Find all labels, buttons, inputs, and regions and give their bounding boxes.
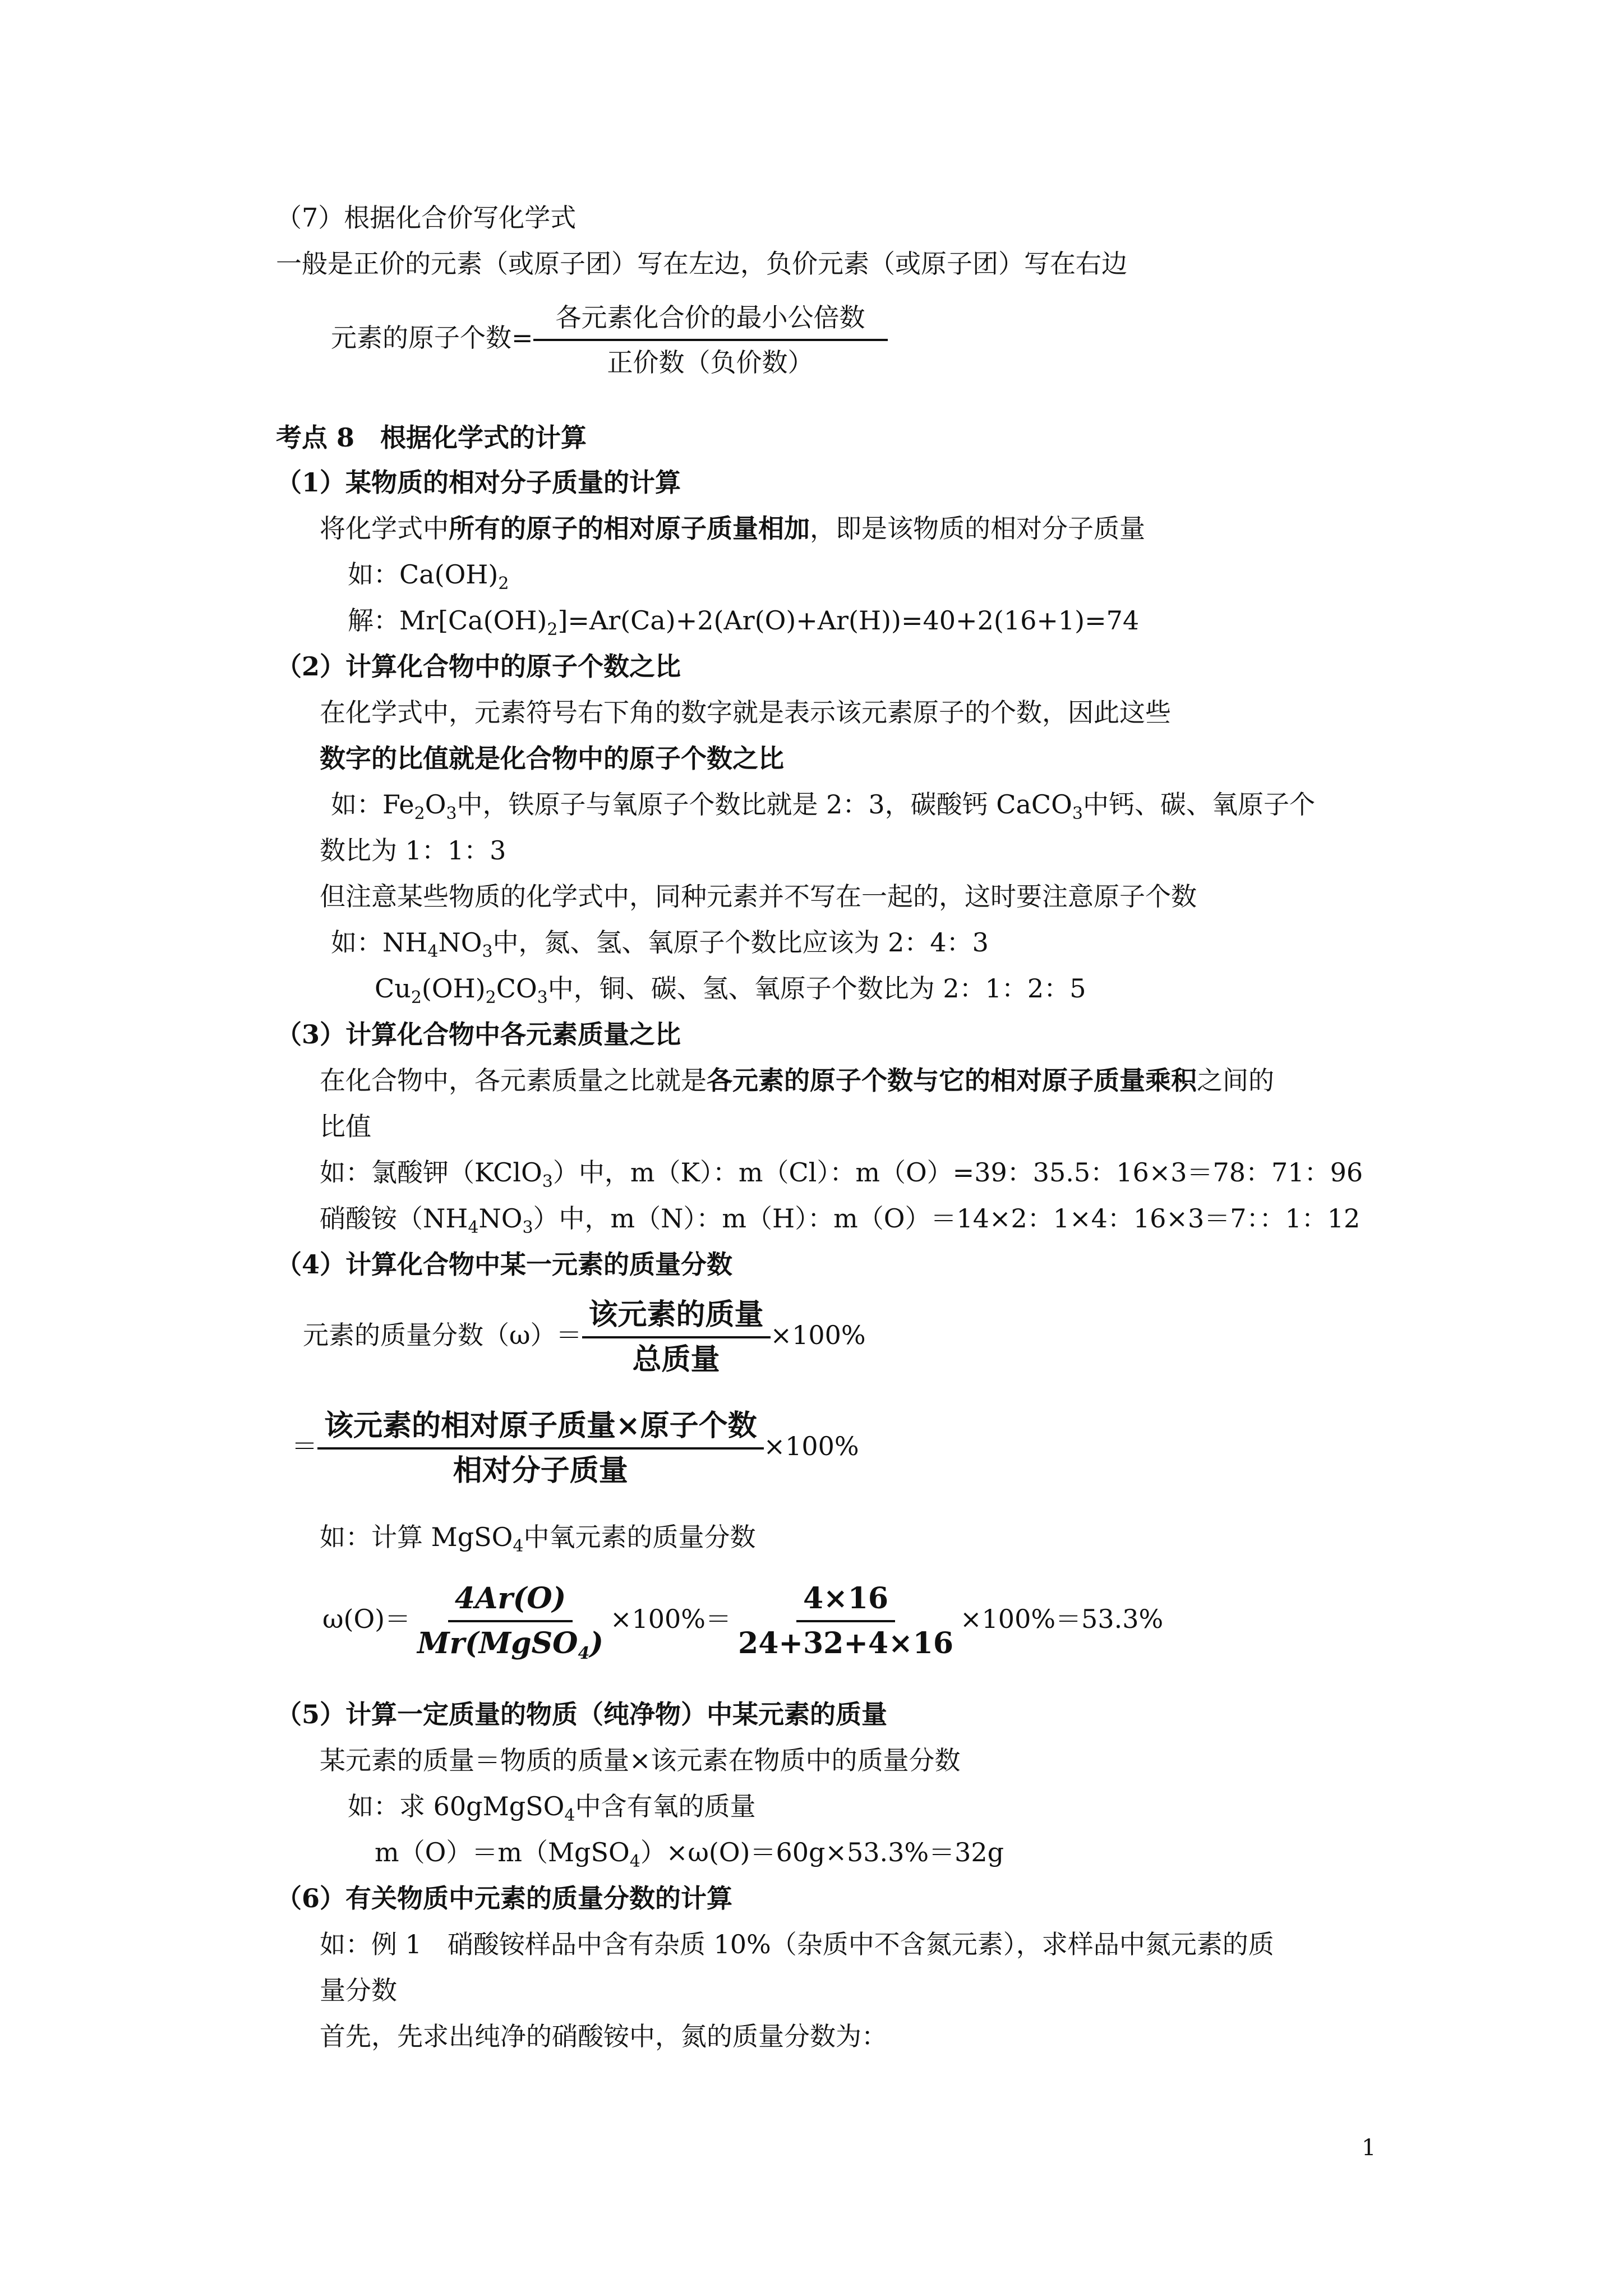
formula-mass-fraction-expanded: ＝ $\frac{\text{该元素的相对原子质量×原子个数}}{\text{相对分子质量}}$ ×100% — [292, 1409, 859, 1488]
formula-mass-fraction: 元素的质量分数（ω）＝ $\frac{\text{该元素的质量}}{\text{总质量}}$ ×100% — [303, 1297, 866, 1377]
paragraph: 如：例 1 硝酸铵样品中含有杂质 10%（杂质中不含氮元素），求样品中氮元素的质 — [320, 1929, 1274, 1959]
example-line: 硝酸铵$(NH_4NO_3)$中，m（N）：m（H）：m（O）＝14×2：1×4：16×3＝7：：1：12 — [320, 1203, 1361, 1237]
example-line: 如：氯酸钾（KClO$_3$）中，m（K）：m（Cl）：m（O）=39：35.5：16×3＝78：71：96 — [320, 1157, 1363, 1191]
paragraph: 量分数 — [320, 1975, 397, 2005]
example-line: 如：$NH_4NO_3$中，氮、氢、氧原子个数比应该为 2：4：3 — [331, 927, 989, 961]
example-line: 如：求 60gMgSO$_4$中含有氧的质量 — [348, 1791, 756, 1825]
subsection-7-title: （7）根据化合价写化学式 — [276, 203, 577, 233]
solution-line: 解：$Mr[Ca(OH)_2]=Ar(Ca)+2(Ar(O)+Ar(H))=40+2(16+1)=74$ — [348, 605, 1140, 639]
formula-oxygen-fraction: ω(O)＝ $\frac{4Ar(O)}{Mr(MgSO_4)}$ ×100%＝ $\frac{4\times 16}{24+32+4\times 16}$ ×100%＝53.3% — [322, 1581, 1164, 1663]
formula-atom-count: 元素的原子个数= $\frac{\text{各元素化合价的最小公倍数}}{\text{正价数（负价数）}}$ — [331, 301, 888, 379]
paragraph: 但注意某些物质的化学式中，同种元素并不写在一起的，这时要注意原子个数 — [320, 881, 1197, 912]
subsection-4-title: （4）计算化合物中某一元素的质量分数 — [276, 1249, 733, 1280]
paragraph: 一般是正价的元素（或原子团）写在左边，负价元素（或原子团）写在右边 — [276, 249, 1127, 279]
example-line: 如：$Fe_2O_3$中，铁原子与氧原子个数比就是 2：3，碳酸钙 CaCO$_3$中钙、碳、氧原子个 — [331, 789, 1315, 823]
subsection-1-title: （1）某物质的相对分子质量的计算 — [276, 467, 681, 498]
paragraph-bold: 数字的比值就是化合物中的原子个数之比 — [320, 743, 784, 774]
example-line: $Cu_2(OH)_2CO_3$中，铜、碳、氢、氧原子个数比为 2：1：2：5 — [375, 973, 1086, 1007]
paragraph: 在化合物中，各元素质量之比就是各元素的原子个数与它的相对原子质量乘积之间的 — [320, 1065, 1274, 1096]
subsection-6-title: （6）有关物质中元素的质量分数的计算 — [276, 1883, 733, 1913]
subsection-3-title: （3）计算化合物中各元素质量之比 — [276, 1019, 681, 1050]
paragraph: 首先，先求出纯净的硝酸铵中，氮的质量分数为： — [320, 2021, 887, 2051]
example-line: m（O）＝m（MgSO$_4$）×ω(O)＝60g×53.3%＝32g — [375, 1837, 1004, 1871]
section-heading: 考点 8 根据化学式的计算 — [276, 422, 587, 453]
example-line: 数比为 1：1：3 — [320, 835, 506, 866]
page-number: 1 — [1362, 2135, 1376, 2161]
paragraph: 在化学式中，元素符号右下角的数字就是表示该元素原子的个数，因此这些 — [320, 697, 1171, 728]
example-line: 如：计算 MgSO$_4$中氧元素的质量分数 — [320, 1522, 756, 1556]
subsection-5-title: （5）计算一定质量的物质（纯净物）中某元素的质量 — [276, 1699, 888, 1729]
example-line: 如：$Ca(OH)_2$ — [348, 559, 509, 593]
paragraph: 比值 — [320, 1111, 371, 1142]
subsection-2-title: （2）计算化合物中的原子个数之比 — [276, 651, 681, 682]
paragraph: 将化学式中所有的原子的相对原子质量相加，即是该物质的相对分子质量 — [320, 513, 1145, 544]
paragraph: 某元素的质量＝物质的质量×该元素在物质中的质量分数 — [320, 1745, 961, 1775]
